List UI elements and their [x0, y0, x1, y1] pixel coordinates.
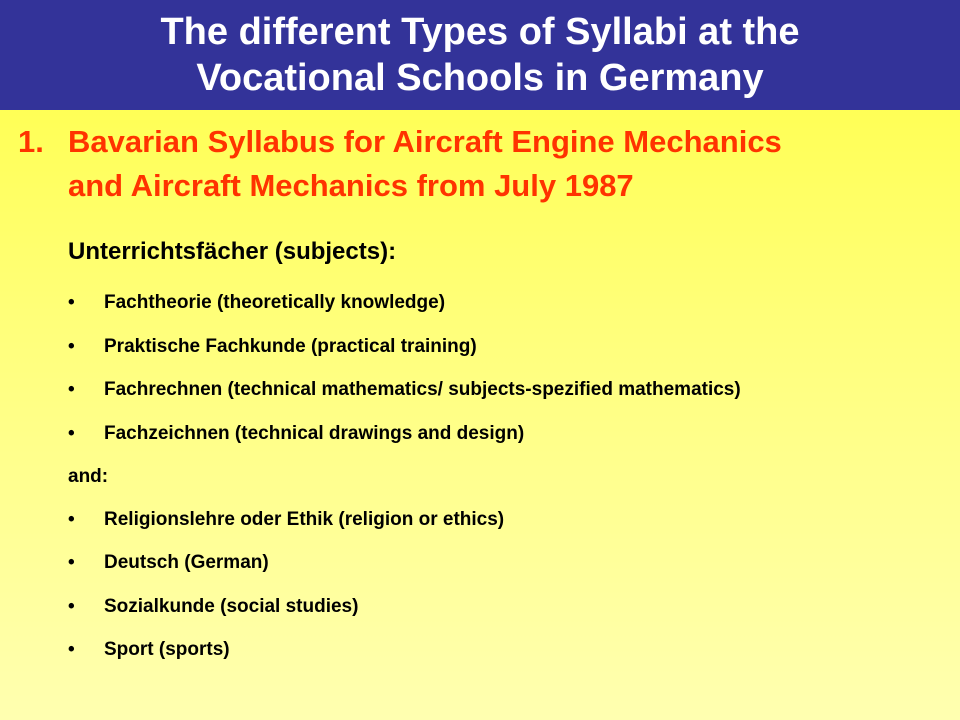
and-label: and: — [68, 466, 109, 487]
list-item-text: Deutsch (German) — [104, 552, 269, 573]
bullet: • — [68, 552, 75, 573]
list-item-text: Praktische Fachkunde (practical training) — [104, 336, 477, 357]
bullet: • — [68, 423, 75, 444]
section-number: 1. — [18, 124, 44, 159]
section-heading-line-1: Bavarian Syllabus for Aircraft Engine Mechanics — [68, 124, 782, 159]
list-item-text: Fachrechnen (technical mathematics/ subjects-spezified mathematics) — [104, 379, 741, 400]
section-heading-line-2: and Aircraft Mechanics from July 1987 — [68, 168, 634, 203]
bullet: • — [68, 292, 75, 313]
list-item-text: Sozialkunde (social studies) — [104, 596, 359, 617]
title-bar — [0, 0, 960, 110]
list-item-text: Religionslehre oder Ethik (religion or ethics) — [104, 509, 505, 530]
bullet: • — [68, 336, 75, 357]
slide-title-line-1: The different Types of Syllabi at the — [160, 11, 800, 53]
list-item-text: Sport (sports) — [104, 639, 230, 660]
bullet: • — [68, 379, 75, 400]
list-item-text: Fachzeichnen (technical drawings and design) — [104, 423, 525, 444]
slide-title-line-2: Vocational Schools in Germany — [196, 57, 764, 99]
bullet: • — [68, 596, 75, 617]
bullet: • — [68, 509, 75, 530]
list-item-text: Fachtheorie (theoretically knowledge) — [104, 292, 446, 313]
bullet: • — [68, 639, 75, 660]
subjects-heading: Unterrichtsfächer (subjects): — [68, 238, 397, 265]
